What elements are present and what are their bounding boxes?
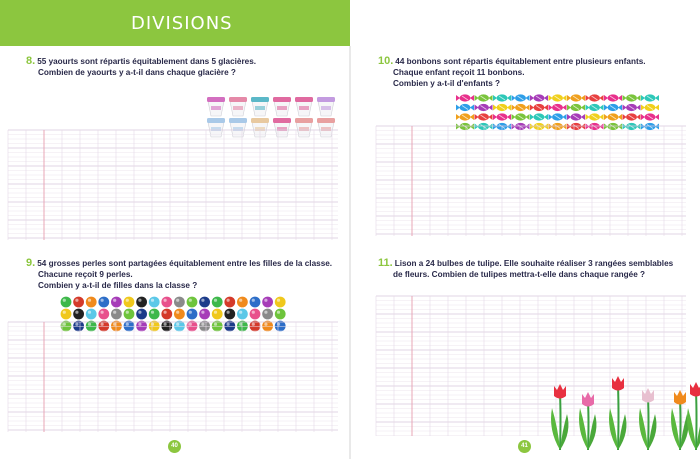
pearl-highlight <box>164 311 167 314</box>
candy-wrapper <box>618 95 622 101</box>
pearl-highlight <box>126 299 129 302</box>
candy-wrapper <box>544 114 548 120</box>
question-text-line: 55 yaourts sont répartis équitablement dans 5 glacières. <box>37 57 257 66</box>
pearl-highlight <box>201 311 204 314</box>
candy-wrapper <box>489 114 493 120</box>
page-number: 41 <box>518 440 531 453</box>
pearl <box>250 309 261 320</box>
pearl <box>98 309 109 320</box>
candy-wrapper <box>604 95 608 101</box>
tulip-leaf <box>551 408 560 450</box>
question-number: 9. <box>26 257 36 269</box>
candy-wrapper <box>530 95 534 101</box>
candy-wrapper <box>493 95 497 101</box>
pearl <box>224 297 235 308</box>
pearl <box>174 309 185 320</box>
pearl-highlight <box>63 299 66 302</box>
pearl-highlight <box>214 299 217 302</box>
candy-wrapper <box>456 105 460 111</box>
candy-wrapper <box>600 95 604 101</box>
candy-wrapper <box>618 105 622 111</box>
pearl <box>86 309 97 320</box>
pearl-highlight <box>277 299 280 302</box>
candy-wrapper <box>655 105 659 111</box>
yogurt-lid <box>317 118 335 123</box>
question-11 <box>378 258 673 280</box>
pearl-highlight <box>264 299 267 302</box>
tulip-stem <box>588 402 589 450</box>
candy-wrapper <box>586 114 590 120</box>
question-text-line: 54 grosses perles sont partagées équitablement entre les filles de la classe. <box>37 259 333 268</box>
pearl-highlight <box>264 311 267 314</box>
yogurt-label <box>233 106 243 110</box>
candy-wrapper <box>512 114 516 120</box>
pearl-highlight <box>75 311 78 314</box>
tulip-flower <box>642 388 654 403</box>
pearl-highlight <box>189 299 192 302</box>
pearl-highlight <box>138 299 141 302</box>
candy-wrapper <box>567 114 571 120</box>
candy-wrapper <box>623 114 627 120</box>
candy-wrapper <box>507 114 511 120</box>
pearl <box>73 309 84 320</box>
candy-wrapper <box>563 114 567 120</box>
pearl-highlight <box>189 311 192 314</box>
pearl-highlight <box>252 311 255 314</box>
pearl-highlight <box>75 299 78 302</box>
pearl-highlight <box>201 299 204 302</box>
pearl <box>149 297 160 308</box>
question-text-line: de fleurs. Combien de tulipes mettra-t-elle dans chaque rangée ? <box>393 270 646 279</box>
yogurt-lid <box>251 97 269 102</box>
tulip-stem <box>648 398 649 450</box>
pearl-highlight <box>239 311 242 314</box>
pearl <box>275 297 286 308</box>
candy-wrapper <box>581 105 585 111</box>
pearl-highlight <box>88 299 91 302</box>
yogurt-lid <box>273 118 291 123</box>
tulip-flower <box>690 382 700 397</box>
pearl-highlight <box>113 311 116 314</box>
pearl <box>250 297 261 308</box>
pearl-highlight <box>138 311 141 314</box>
yogurt-label <box>211 106 221 110</box>
candy-wrapper <box>641 95 645 101</box>
question-text-line: Combien y a-t-il d'enfants ? <box>393 79 501 88</box>
candy-wrapper <box>655 114 659 120</box>
tulip-leaf <box>671 408 680 450</box>
candy-wrapper <box>641 114 645 120</box>
candy-wrapper <box>489 95 493 101</box>
pearl-highlight <box>101 299 104 302</box>
tulip-illustration <box>548 370 698 452</box>
candy-wrapper <box>544 95 548 101</box>
pearl-highlight <box>227 299 230 302</box>
candy-wrapper <box>600 114 604 120</box>
pearl <box>86 297 97 308</box>
tulip-leaf <box>609 408 618 450</box>
candy-wrapper <box>507 105 511 111</box>
candy-wrapper <box>470 114 474 120</box>
pearl <box>161 309 172 320</box>
tulip-leaf <box>579 408 588 450</box>
pearl-highlight <box>113 299 116 302</box>
page-number: 40 <box>168 440 181 453</box>
pearl-highlight <box>277 311 280 314</box>
yogurt-lid <box>207 118 225 123</box>
question-number: 8. <box>26 55 36 67</box>
tulip-leaf <box>687 408 696 450</box>
pearl <box>111 309 122 320</box>
pearl-highlight <box>88 311 91 314</box>
question-text-line: Combien y a-t-il de filles dans la classe ? <box>38 281 198 290</box>
chapter-title: DIVISIONS <box>131 13 233 34</box>
pearl <box>61 309 72 320</box>
yogurt-lid <box>295 118 313 123</box>
candy-wrapper <box>600 105 604 111</box>
question-8 <box>26 56 256 78</box>
pearl <box>161 297 172 308</box>
candy-wrapper <box>567 95 571 101</box>
handwriting-grid <box>8 322 338 432</box>
candy-wrapper <box>530 105 534 111</box>
candy-wrapper <box>512 95 516 101</box>
pearl <box>98 297 109 308</box>
candy-wrapper <box>489 105 493 111</box>
candy-wrapper <box>586 95 590 101</box>
pearl-highlight <box>151 311 154 314</box>
candy-wrapper <box>493 105 497 111</box>
tulip-stem <box>696 392 697 450</box>
candy-wrapper <box>549 114 553 120</box>
pearl <box>124 297 135 308</box>
candy-wrapper <box>456 95 460 101</box>
yogurt-lid <box>229 97 247 102</box>
candy-wrapper <box>637 105 641 111</box>
pearl <box>262 297 273 308</box>
candy-wrapper <box>549 95 553 101</box>
pearl <box>237 309 248 320</box>
pearl <box>224 309 235 320</box>
candy-wrapper <box>604 105 608 111</box>
candy-wrapper <box>637 95 641 101</box>
candy-wrapper <box>507 95 511 101</box>
candy-wrapper <box>475 105 479 111</box>
candy-wrapper <box>623 95 627 101</box>
pearl-highlight <box>227 311 230 314</box>
pearl <box>136 309 147 320</box>
yogurt-label <box>299 106 309 110</box>
pearl <box>124 309 135 320</box>
candy-wrapper <box>512 105 516 111</box>
pearl <box>111 297 122 308</box>
pearl-highlight <box>151 299 154 302</box>
yogurt-lid <box>295 97 313 102</box>
candy-wrapper <box>563 95 567 101</box>
yogurt-lid <box>251 118 269 123</box>
tulip-stem <box>560 394 561 450</box>
pearl-highlight <box>63 311 66 314</box>
yogurt-lid <box>207 97 225 102</box>
tulip-stem <box>618 386 619 450</box>
pearl <box>212 309 223 320</box>
pearl-highlight <box>126 311 129 314</box>
yogurt-label <box>321 106 331 110</box>
yogurt-lid <box>229 118 247 123</box>
handwriting-grid <box>8 130 338 240</box>
yogurt-label <box>255 106 265 110</box>
pearl <box>237 297 248 308</box>
pearl-highlight <box>164 299 167 302</box>
pearl <box>199 309 210 320</box>
tulip-flower <box>554 384 566 399</box>
candy-wrapper <box>470 95 474 101</box>
pearl <box>61 297 72 308</box>
candy-wrapper <box>526 105 530 111</box>
tulip-leaf <box>639 408 648 450</box>
pearl <box>149 309 160 320</box>
pearl <box>187 297 198 308</box>
candy-wrapper <box>581 114 585 120</box>
page-spine <box>349 46 351 459</box>
tulip-flower <box>582 392 594 407</box>
pearl-highlight <box>101 311 104 314</box>
pearl <box>136 297 147 308</box>
question-number: 11. <box>378 257 393 269</box>
candy-wrapper <box>655 95 659 101</box>
candy-wrapper <box>586 105 590 111</box>
yogurt-label <box>277 106 287 110</box>
tulip-flower <box>674 390 686 405</box>
yogurt-lid <box>273 97 291 102</box>
handwriting-grid <box>376 126 686 236</box>
question-10 <box>378 56 646 89</box>
candy-wrapper <box>618 114 622 120</box>
pearl <box>187 309 198 320</box>
tulip-flower <box>612 376 624 391</box>
candy-wrapper <box>604 114 608 120</box>
candy-wrapper <box>526 114 530 120</box>
pearl-highlight <box>214 311 217 314</box>
candy-wrapper <box>493 114 497 120</box>
candy-wrapper <box>530 114 534 120</box>
pearl <box>262 309 273 320</box>
candy-wrapper <box>526 95 530 101</box>
tulip-stem <box>680 400 681 450</box>
question-text-line: 44 bonbons sont répartis équitablement entre plusieurs enfants. <box>395 57 646 66</box>
candy-wrapper <box>456 114 460 120</box>
question-number: 10. <box>378 55 394 67</box>
candy-wrapper <box>544 105 548 111</box>
question-9 <box>26 258 332 291</box>
pearl-highlight <box>176 299 179 302</box>
pearl <box>174 297 185 308</box>
pearl-highlight <box>252 299 255 302</box>
candy-wrapper <box>641 105 645 111</box>
chapter-banner <box>0 0 350 46</box>
question-text-line: Chaque enfant reçoit 11 bonbons. <box>393 68 525 77</box>
candy-wrapper <box>567 105 571 111</box>
pearl-highlight <box>176 311 179 314</box>
pearl <box>199 297 210 308</box>
pearl <box>275 309 286 320</box>
candy-wrapper <box>475 114 479 120</box>
pearl-highlight <box>239 299 242 302</box>
candy-wrapper <box>549 105 553 111</box>
question-text-line: Lison a 24 bulbes de tulipe. Elle souhaite réaliser 3 rangées semblables <box>394 259 674 268</box>
candy-wrapper <box>581 95 585 101</box>
pearl <box>212 297 223 308</box>
candy-wrapper <box>563 105 567 111</box>
candy-wrapper <box>470 105 474 111</box>
pearl <box>73 297 84 308</box>
question-text-line: Chacune reçoit 9 perles. <box>38 270 133 279</box>
question-text-line: Combien de yaourts y a-t-il dans chaque glacière ? <box>38 68 236 77</box>
candy-wrapper <box>623 105 627 111</box>
candy-wrapper <box>475 95 479 101</box>
yogurt-lid <box>317 97 335 102</box>
candy-wrapper <box>637 114 641 120</box>
